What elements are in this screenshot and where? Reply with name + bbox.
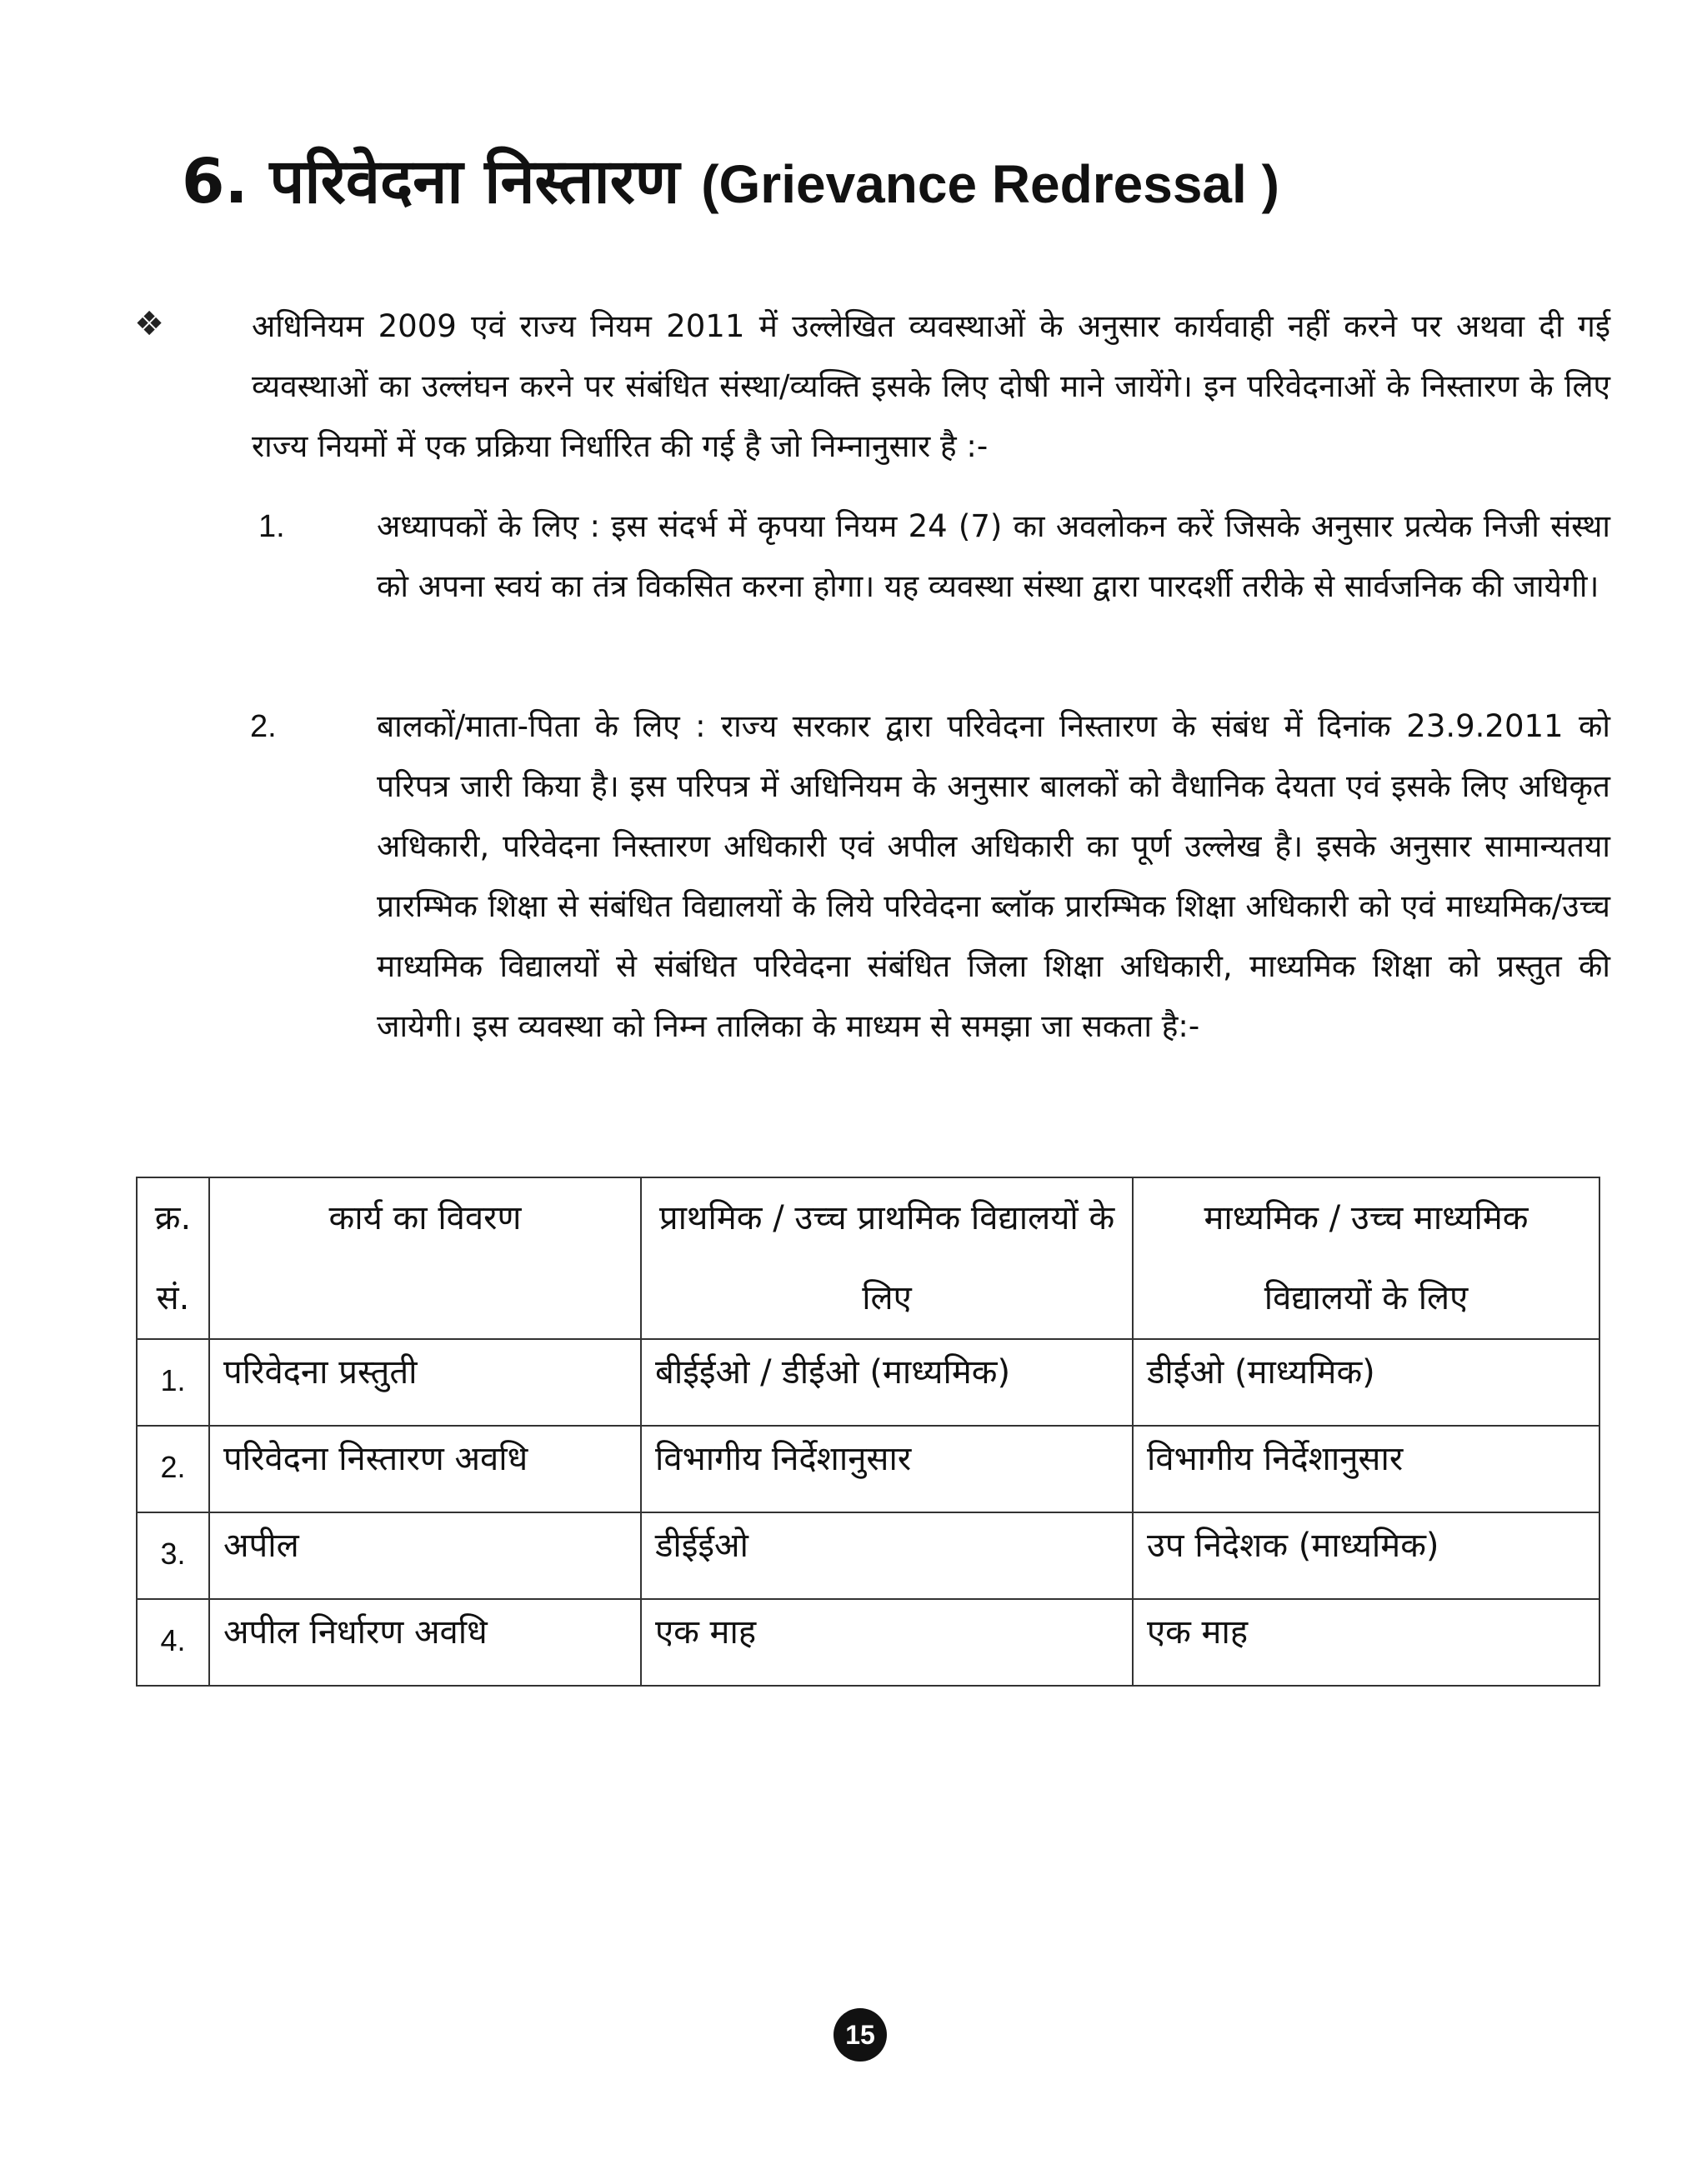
item-children-heading: बालकों/माता-पिता के लिए : [377,708,706,744]
table-row [137,1599,1599,1686]
table-cell-secondary: उप निदेशक (माध्यमिक) [1133,1512,1599,1599]
table-cell-primary: विभागीय निर्देशानुसार [641,1426,1133,1512]
item-teachers-text: इस संदर्भ में कृपया नियम 24 (7) का अवलोकन करें जिसके अनुसार प्रत्येक निजी संस्था को अपना स्वयं का तंत्र विकसित करना होगा। यह व्यवस्था संस्था द्वारा पारदर्शी तरीके से सार्वजनिक की जायेगी। [377,508,1610,604]
title-hindi: परिवेदना निस्तारण [269,146,680,217]
table-cell-primary: बीईईओ / डीईओ (माध्यमिक) [641,1339,1133,1426]
item-teachers-heading: अध्यापकों के लिए : [377,508,600,544]
diamond-bullet-icon: ❖ [134,305,164,343]
table-cell-primary: एक माह [641,1599,1133,1686]
table-row [137,1426,1599,1512]
table-cell-serial: 4. [137,1599,209,1686]
table-cell-secondary: एक माह [1133,1599,1599,1686]
table-cell-serial: 1. [137,1339,209,1426]
column-header-secondary: माध्यमिक / उच्च माध्यमिक विद्यालयों के लिए [1133,1177,1599,1339]
table-cell-task: परिवेदना प्रस्तुती [209,1339,641,1426]
table-cell-task: अपील [209,1512,641,1599]
table-cell-serial: 2. [137,1426,209,1512]
page-title [182,140,1599,226]
table-cell-secondary: डीईओ (माध्यमिक) [1133,1339,1599,1426]
section-number: 6. [182,146,248,217]
table-cell-task: अपील निर्धारण अवधि [209,1599,641,1686]
item-number-1: 1. [258,509,285,544]
table-cell-secondary: विभागीय निर्देशानुसार [1133,1426,1599,1512]
item-children-parents [377,697,1610,1057]
item-number-2: 2. [250,709,277,744]
table-cell-primary: डीईईओ [641,1512,1133,1599]
column-header-primary: प्राथमिक / उच्च प्राथमिक विद्यालयों के लिए [641,1177,1133,1339]
item-teachers [377,497,1610,617]
grievance-table [136,1177,1599,1687]
title-english: (Grievance Redressal ) [701,154,1279,214]
item-children-text: राज्य सरकार द्वारा परिवेदना निस्तारण के संबंध में दिनांक 23.9.2011 को परिपत्र जारी किया है। इस परिपत्र में अधिनियम के अनुसार बालकों को वैधानिक देयता एवं इसके लिए अधिकृत अधिकारी, परिवेदना निस्तारण अधिकारी एवं अपील अधिकारी का पूर्ण उल्लेख है। इसके अनुसार सामान्यतया प्रारम्भिक शिक्षा से संबंधित विद्यालयों के लिये परिवेदना ब्लॉक प्रारम्भिक शिक्षा अधिकारी को एवं माध्यमिक/उच्च माध्यमिक विद्यालयों से संबंधित परिवेदना संबंधित जिला शिक्षा अधिकारी, माध्यमिक शिक्षा को प्रस्तुत की जायेगी। इस व्यवस्था को निम्न तालिका के माध्यम से समझा जा सकता है:- [377,708,1610,1044]
page-number-badge: 15 [833,2008,887,2062]
column-header-serial: क्र. सं. [137,1177,209,1339]
table-cell-serial: 3. [137,1512,209,1599]
column-header-task: कार्य का विवरण [209,1177,641,1339]
table-row [137,1339,1599,1426]
table-header-row [137,1177,1599,1339]
table-cell-task: परिवेदना निस्तारण अवधि [209,1426,641,1512]
table-row [137,1512,1599,1599]
intro-paragraph: अधिनियम 2009 एवं राज्य नियम 2011 में उल्लेखित व्यवस्थाओं के अनुसार कार्यवाही नहीं करने पर अथवा दी गई व्यवस्थाओं का उल्लंघन करने पर संबंधित संस्था/व्यक्ति इसके लिए दोषी माने जायेंगे। इन परिवेदनाओं के निस्तारण के लिए राज्य नियमों में एक प्रक्रिया निर्धारित की गई है जो निम्नानुसार है :- [252,308,1610,464]
grievance-table-grid [136,1177,1600,1687]
